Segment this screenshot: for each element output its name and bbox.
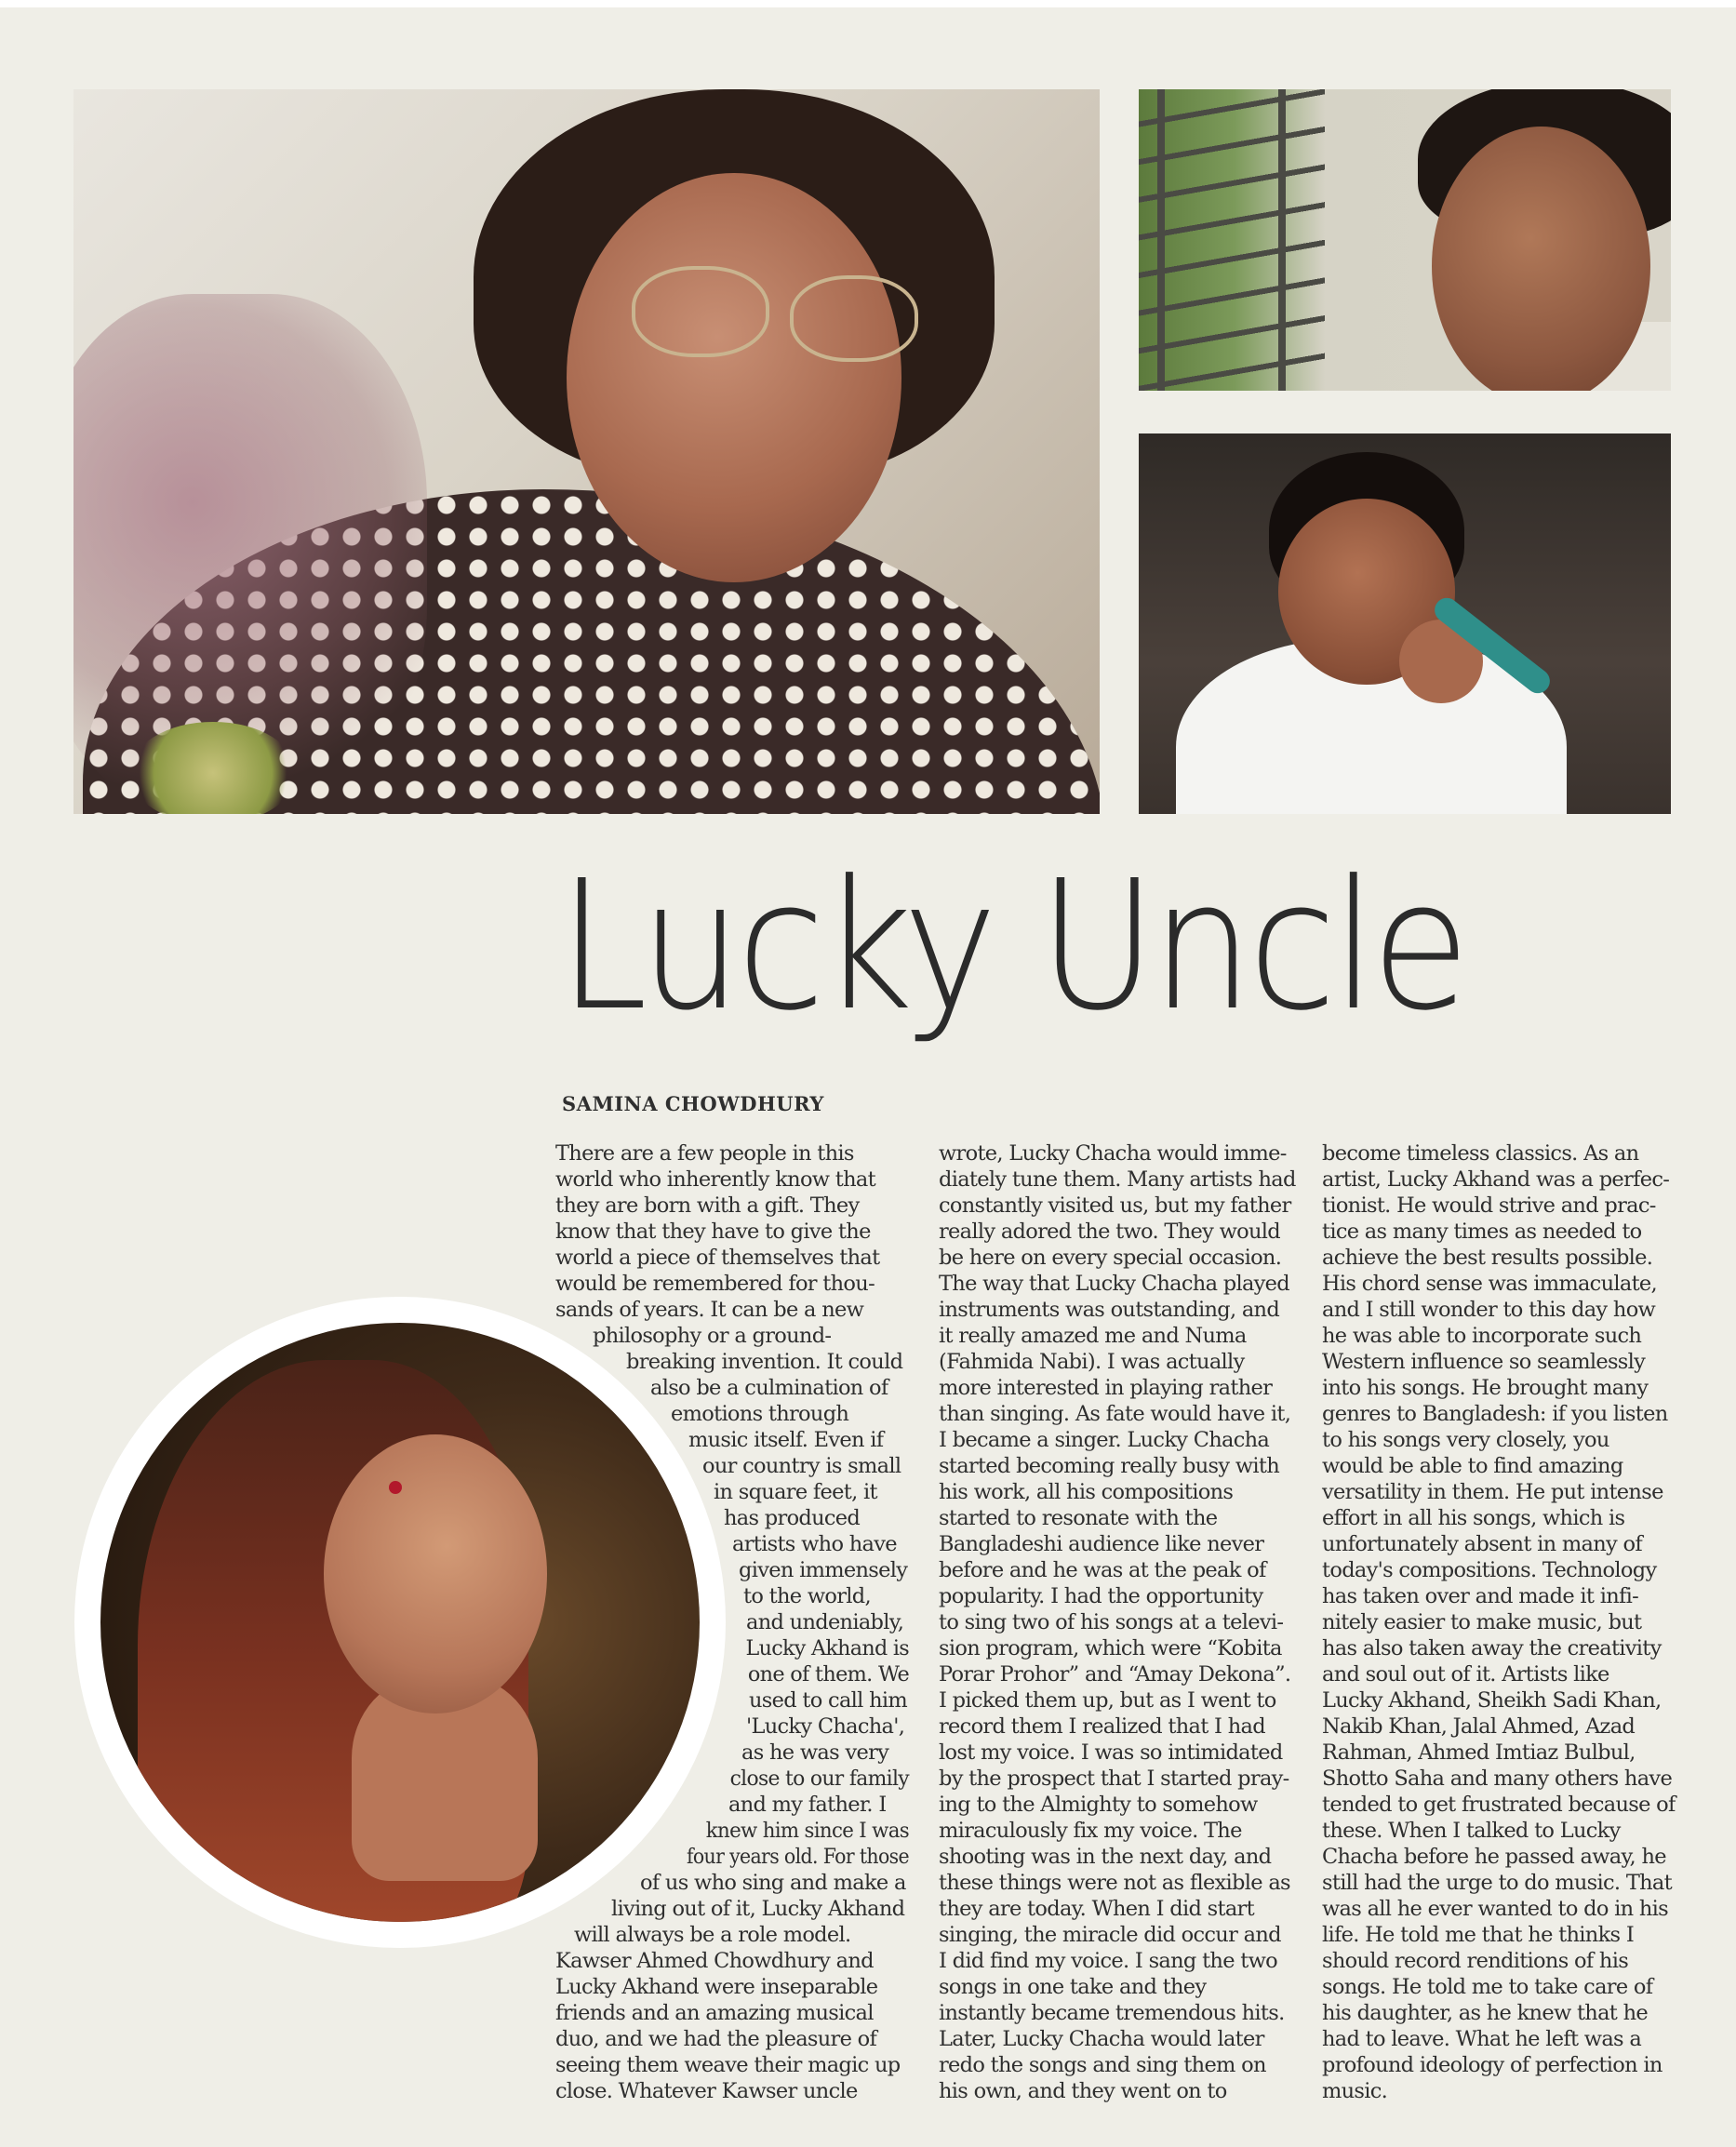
article-text-line: 'Lucky Chacha', bbox=[746, 1714, 905, 1739]
article-text-line: unfortunately absent in many of bbox=[1322, 1532, 1642, 1556]
article-text-line: has taken over and made it infi- bbox=[1322, 1584, 1639, 1608]
article-text-line: tended to get frustrated because of bbox=[1322, 1793, 1676, 1817]
article-text-line: singing, the miracle did occur and bbox=[939, 1923, 1281, 1947]
article-text-line: and my father. I bbox=[728, 1793, 887, 1817]
article-text-line: also be a culmination of bbox=[650, 1376, 888, 1400]
article-text-line: seeing them weave their magic up bbox=[555, 2053, 901, 2077]
article-text-line: Chacha before he passed away, he bbox=[1322, 1845, 1666, 1869]
article-text-line: There are a few people in this bbox=[555, 1141, 854, 1166]
article-byline: SAMINA CHOWDHURY bbox=[562, 1092, 824, 1115]
article-text-line: constantly visited us, but my father bbox=[939, 1194, 1291, 1218]
article-text-line: record them I realized that I had bbox=[939, 1714, 1265, 1739]
article-text-line: should record renditions of his bbox=[1322, 1949, 1629, 1973]
article-text-line: Rahman, Ahmed Imtiaz Bulbul, bbox=[1322, 1740, 1636, 1765]
article-text-line: started becoming really busy with bbox=[939, 1454, 1280, 1478]
article-text-line: more interested in playing rather bbox=[939, 1376, 1273, 1400]
article-text-line: songs. He told me to take care of bbox=[1322, 1975, 1653, 1999]
article-text-line: Later, Lucky Chacha would later bbox=[939, 2027, 1264, 2051]
article-text-line: duo, and we had the pleasure of bbox=[555, 2027, 877, 2051]
glasses-right-lens bbox=[790, 275, 918, 362]
article-text-line: into his songs. He brought many bbox=[1322, 1376, 1649, 1400]
singer-with-microphone-photo bbox=[1139, 433, 1671, 814]
article-text-line: songs in one take and they bbox=[939, 1975, 1207, 1999]
face bbox=[1432, 127, 1650, 391]
portrait-by-window-photo bbox=[1139, 89, 1671, 391]
article-text-line: achieve the best results possible. bbox=[1322, 1246, 1653, 1270]
article-text-line: artists who have bbox=[732, 1532, 897, 1556]
article-text-line: world a piece of themselves that bbox=[555, 1246, 880, 1270]
article-text-line: Porar Prohor” and “Amay Dekona”. bbox=[939, 1662, 1291, 1687]
article-text-line: Nakib Khan, Jalal Ahmed, Azad bbox=[1322, 1714, 1636, 1739]
article-text-line: life. He told me that he thinks I bbox=[1322, 1923, 1635, 1947]
article-text-line: close. Whatever Kawser uncle bbox=[555, 2079, 858, 2103]
article-text-line: instantly became tremendous hits. bbox=[939, 2001, 1285, 2025]
article-text-line: used to call him bbox=[749, 1688, 908, 1713]
article-text-line: effort in all his songs, which is bbox=[1322, 1506, 1625, 1530]
article-text-line: I became a singer. Lucky Chacha bbox=[939, 1428, 1270, 1452]
article-text-line: diately tune them. Many artists had bbox=[939, 1167, 1296, 1192]
article-text-line: ing to the Almighty to somehow bbox=[939, 1793, 1258, 1817]
article-text-line: emotions through bbox=[671, 1402, 849, 1426]
article-column-1 bbox=[555, 1140, 909, 2104]
article-text-line: lost my voice. I was so intimidated bbox=[939, 1740, 1283, 1765]
article-text-line: (Fahmida Nabi). I was actually bbox=[939, 1350, 1245, 1374]
article-title: Lucky Uncle bbox=[558, 843, 1465, 1050]
article-text-line: Lucky Akhand were inseparable bbox=[555, 1975, 878, 1999]
article-text-line: will always be a role model. bbox=[574, 1923, 851, 1947]
article-text-line: by the prospect that I started pray- bbox=[939, 1767, 1289, 1791]
article-text-line: world who inherently know that bbox=[555, 1167, 875, 1192]
article-text-line: living out of it, Lucky Akhand bbox=[611, 1897, 905, 1921]
article-text-line: would be able to find amazing bbox=[1322, 1454, 1623, 1478]
article-text-line: artist, Lucky Akhand was a perfec- bbox=[1322, 1167, 1670, 1192]
article-text-line: and soul out of it. Artists like bbox=[1322, 1662, 1609, 1687]
article-text-line: to sing two of his songs at a televi- bbox=[939, 1610, 1284, 1634]
article-text-line: these. When I talked to Lucky bbox=[1322, 1819, 1621, 1843]
article-text-line: and I still wonder to this day how bbox=[1322, 1298, 1656, 1322]
article-text-line: popularity. I had the opportunity bbox=[939, 1584, 1263, 1608]
article-text-line: still had the urge to do music. That bbox=[1322, 1871, 1672, 1895]
article-text-line: Lucky Akhand, Sheikh Sadi Khan, bbox=[1322, 1688, 1662, 1713]
article-text-line: to the world, bbox=[743, 1584, 871, 1608]
article-text-line: wrote, Lucky Chacha would imme- bbox=[939, 1141, 1287, 1166]
article-text-line: philosophy or a ground- bbox=[593, 1324, 832, 1348]
article-text-line: Bangladeshi audience like never bbox=[939, 1532, 1264, 1556]
article-text-line: tionist. He would strive and prac- bbox=[1322, 1194, 1656, 1218]
article-text-line: to his songs very closely, you bbox=[1322, 1428, 1609, 1452]
article-text-line: His chord sense was immaculate, bbox=[1322, 1272, 1657, 1296]
article-text-line: his own, and they went on to bbox=[939, 2079, 1227, 2103]
article-text-line: music. bbox=[1322, 2079, 1388, 2103]
article-text-line: shooting was in the next day, and bbox=[939, 1845, 1272, 1869]
article-text-line: has also taken away the creativity bbox=[1322, 1636, 1662, 1660]
bindi-dot bbox=[389, 1481, 402, 1494]
article-text-line: they are born with a gift. They bbox=[555, 1194, 860, 1218]
article-text-line: I picked them up, but as I went to bbox=[939, 1688, 1276, 1713]
article-text-line: before and he was at the peak of bbox=[939, 1558, 1266, 1582]
article-text-line: miraculously fix my voice. The bbox=[939, 1819, 1242, 1843]
article-column-2 bbox=[939, 1140, 1302, 2104]
article-text-line: knew him since I was bbox=[705, 1819, 909, 1843]
article-text-line: his work, all his compositions bbox=[939, 1480, 1234, 1504]
article-text-line: his daughter, as he knew that he bbox=[1322, 2001, 1649, 2025]
leaf-foreground bbox=[129, 722, 297, 814]
article-text-line: become timeless classics. As an bbox=[1322, 1141, 1639, 1166]
face bbox=[324, 1434, 547, 1714]
article-text-line: would be remembered for thou- bbox=[555, 1272, 875, 1296]
article-text-line: was all he ever wanted to do in his bbox=[1322, 1897, 1669, 1921]
article-text-line: profound ideology of perfection in bbox=[1322, 2053, 1663, 2077]
article-text-line: I did find my voice. I sang the two bbox=[939, 1949, 1278, 1973]
article-text-line: versatility in them. He put intense bbox=[1322, 1480, 1663, 1504]
article-text-line: Lucky Akhand is bbox=[745, 1636, 909, 1660]
article-column-3 bbox=[1322, 1140, 1676, 2104]
article-text-line: given immensely bbox=[739, 1558, 908, 1582]
article-text-line: has produced bbox=[724, 1506, 861, 1530]
article-text-line: tice as many times as needed to bbox=[1322, 1220, 1642, 1244]
article-text-line: friends and an amazing musical bbox=[555, 2001, 874, 2025]
article-text-line: these things were not as flexible as bbox=[939, 1871, 1290, 1895]
page-top-band bbox=[0, 0, 1736, 7]
glasses-left-lens bbox=[632, 266, 769, 357]
article-text-line: four years old. For those bbox=[686, 1845, 909, 1869]
article-text-line: be here on every special occasion. bbox=[939, 1246, 1282, 1270]
article-text-line: genres to Bangladesh: if you listen bbox=[1322, 1402, 1668, 1426]
article-text-line: redo the songs and sing them on bbox=[939, 2053, 1266, 2077]
article-text-line: really adored the two. They would bbox=[939, 1220, 1280, 1244]
article-text-line: instruments was outstanding, and bbox=[939, 1298, 1280, 1322]
article-text-line: one of them. We bbox=[747, 1662, 909, 1687]
article-text-line: The way that Lucky Chacha played bbox=[939, 1272, 1289, 1296]
article-text-line: as he was very bbox=[741, 1740, 889, 1765]
article-text-line: started to resonate with the bbox=[939, 1506, 1218, 1530]
article-text-line: he was able to incorporate such bbox=[1322, 1324, 1642, 1348]
article-text-line: breaking invention. It could bbox=[626, 1350, 903, 1374]
article-text-line: had to leave. What he left was a bbox=[1322, 2027, 1642, 2051]
article-text-line: sion program, which were “Kobita bbox=[939, 1636, 1282, 1660]
article-text-line: nitely easier to make music, but bbox=[1322, 1610, 1642, 1634]
window-grille bbox=[1139, 89, 1325, 391]
article-text-line: than singing. As fate would have it, bbox=[939, 1402, 1291, 1426]
portrait-with-glasses-photo bbox=[73, 89, 1100, 814]
article-text-line: and undeniably, bbox=[746, 1610, 904, 1634]
article-text-line: it really amazed me and Numa bbox=[939, 1324, 1247, 1348]
face bbox=[567, 173, 901, 582]
article-text-line: Shotto Saha and many others have bbox=[1322, 1767, 1673, 1791]
article-text-line: Kawser Ahmed Chowdhury and bbox=[555, 1949, 874, 1973]
article-text-line: sands of years. It can be a new bbox=[555, 1298, 864, 1322]
article-text-line: close to our family bbox=[729, 1767, 909, 1791]
article-text-line: know that they have to give the bbox=[555, 1220, 871, 1244]
article-text-line: music itself. Even if bbox=[688, 1428, 884, 1452]
article-text-line: today's compositions. Technology bbox=[1322, 1558, 1657, 1582]
article-text-line: they are today. When I did start bbox=[939, 1897, 1254, 1921]
article-text-line: our country is small bbox=[702, 1454, 901, 1478]
article-text-line: in square feet, it bbox=[714, 1480, 877, 1504]
article-text-line: of us who sing and make a bbox=[640, 1871, 906, 1895]
article-text-line: Western influence so seamlessly bbox=[1322, 1350, 1646, 1374]
